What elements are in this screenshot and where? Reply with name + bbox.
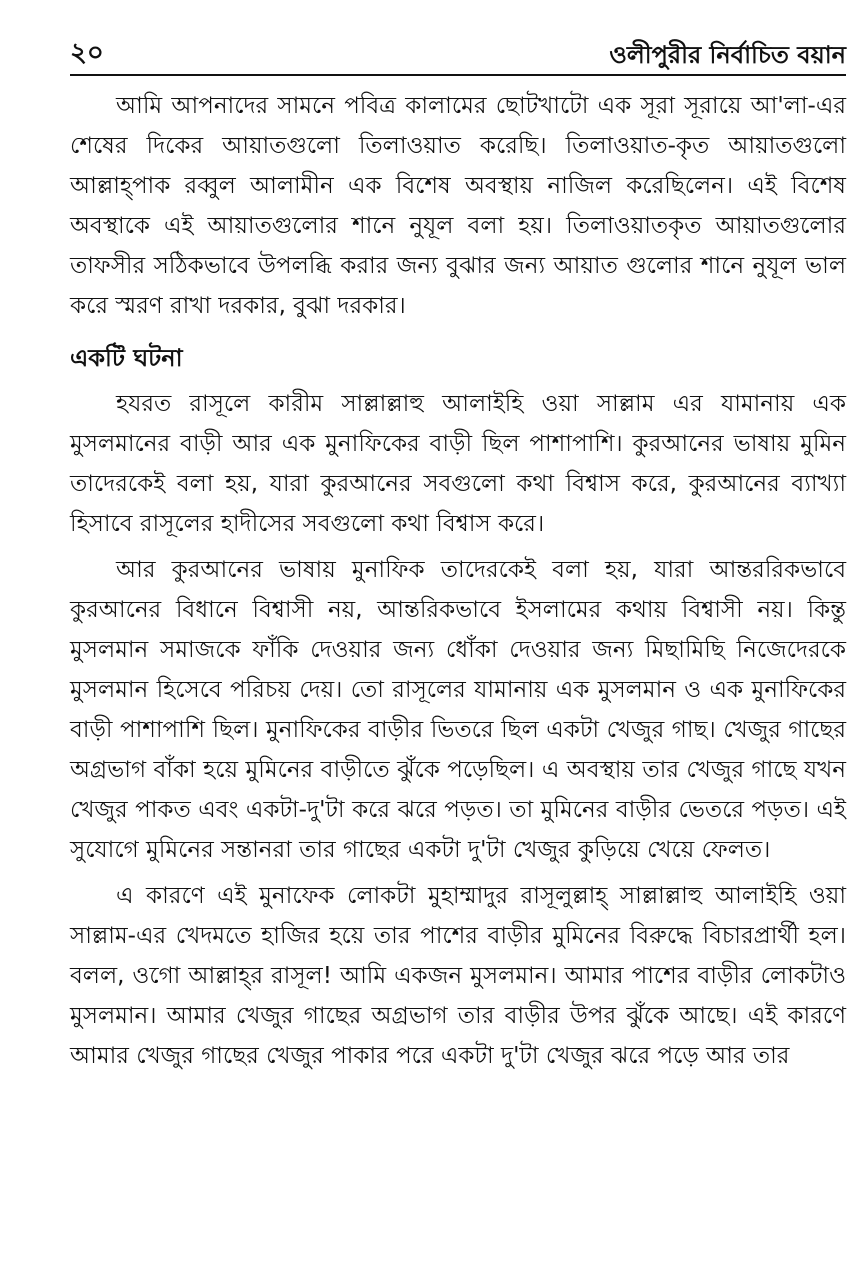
paragraph: আমি আপনাদের সামনে পবিত্র কালামের ছোটখাটো এক সূরা সূরায়ে আ'লা-এর শেষের দিকের আয়াতগুলো তিলাওয়াত করেছি। তিলাওয়াত-কৃত আয়াতগুলো আল্লাহ্‌পাক রব্বুল আলামীন এক বিশেষ অবস্থায় নাজিল করেছিলেন। এই বিশেষ অবস্থাকে এই আয়াতগুলোর শানে নুযূল বলা হয়। তিলাওয়াতকৃত আয়াতগুলোর তাফসীর সঠিকভাবে উপলব্ধি করার জন্য বুঝার জন্য আয়াত গুলোর শানে নুযূল ভাল করে স্মরণ রাখা দরকার, বুঝা দরকার। — [70, 93, 846, 319]
page-header — [70, 0, 846, 76]
page-content — [70, 76, 846, 1076]
page-number: ২০ — [70, 38, 104, 68]
paragraph: হযরত রাসূলে কারীম সাল্লাল্লাহু আলাইহি ওয়া সাল্লাম এর যামানায় এক মুসলমানের বাড়ী আর এক মুনাফিকের বাড়ী ছিল পাশাপাশি। কুরআনের ভাষায় মুমিন তাদেরকেই বলা হয়, যারা কুরআনের সবগুলো কথা বিশ্বাস করে, কুরআনের ব্যাখ্যা হিসাবে রাসূলের হাদীসের সবগুলো কথা বিশ্বাস করে। — [70, 391, 846, 537]
paragraph: এ কারণে এই মুনাফেক লোকটা মুহাম্মাদুর রাসূলুল্লাহ্ সাল্লাল্লাহু আলাইহি ওয়া সাল্লাম-এর খেদমতে হাজির হয়ে তার পাশের বাড়ীর মুমিনের বিরুদ্ধে বিচারপ্রার্থী হল। বলল, ওগো আল্লাহ্‌র রাসূল! আমি একজন মুসলমান। আমার পাশের বাড়ীর লোকটাও মুসলমান। আমার খেজুর গাছের অগ্রভাগ তার বাড়ীর উপর ঝুঁকে আছে। এই কারণে আমার খেজুর গাছের খেজুর পাকার পরে একটা দু'টা খেজুর ঝরে পড়ে আর তার — [70, 883, 846, 1069]
section-heading: একটি ঘটনা — [70, 344, 183, 372]
paragraph: আর কুরআনের ভাষায় মুনাফিক তাদেরকেই বলা হয়, যারা আন্তররিকভাবে কুরআনের বিধানে বিশ্বাসী নয়, আন্তরিকভাবে ইসলামের কথায় বিশ্বাসী নয়। কিন্তু মুসলমান সমাজকে ফাঁকি দেওয়ার জন্য ধোঁকা দেওয়ার জন্য মিছামিছি নিজেদেরকে মুসলমান হিসেবে পরিচয় দেয়। তো রাসূলের যামানায় এক মুসলমান ও এক মুনাফিকের বাড়ী পাশাপাশি ছিল। মুনাফিকের বাড়ীর ভিতরে ছিল একটা খেজুর গাছ। খেজুর গাছের অগ্রভাগ বাঁকা হয়ে মুমিনের বাড়ীতে ঝুঁকে পড়েছিল। এ অবস্থায় তার খেজুর গাছে যখন খেজুর পাকত এবং একটা-দু'টা করে ঝরে পড়ত। তা মুমিনের বাড়ীর ভেতরে পড়ত। এই সুযোগে মুমিনের সন্তানরা তার গাছের একটা দু'টা খেজুর কুড়িয়ে খেয়ে ফেলত। — [70, 557, 846, 863]
running-title: ওলীপুরীর নির্বাচিত বয়ান — [609, 41, 846, 69]
